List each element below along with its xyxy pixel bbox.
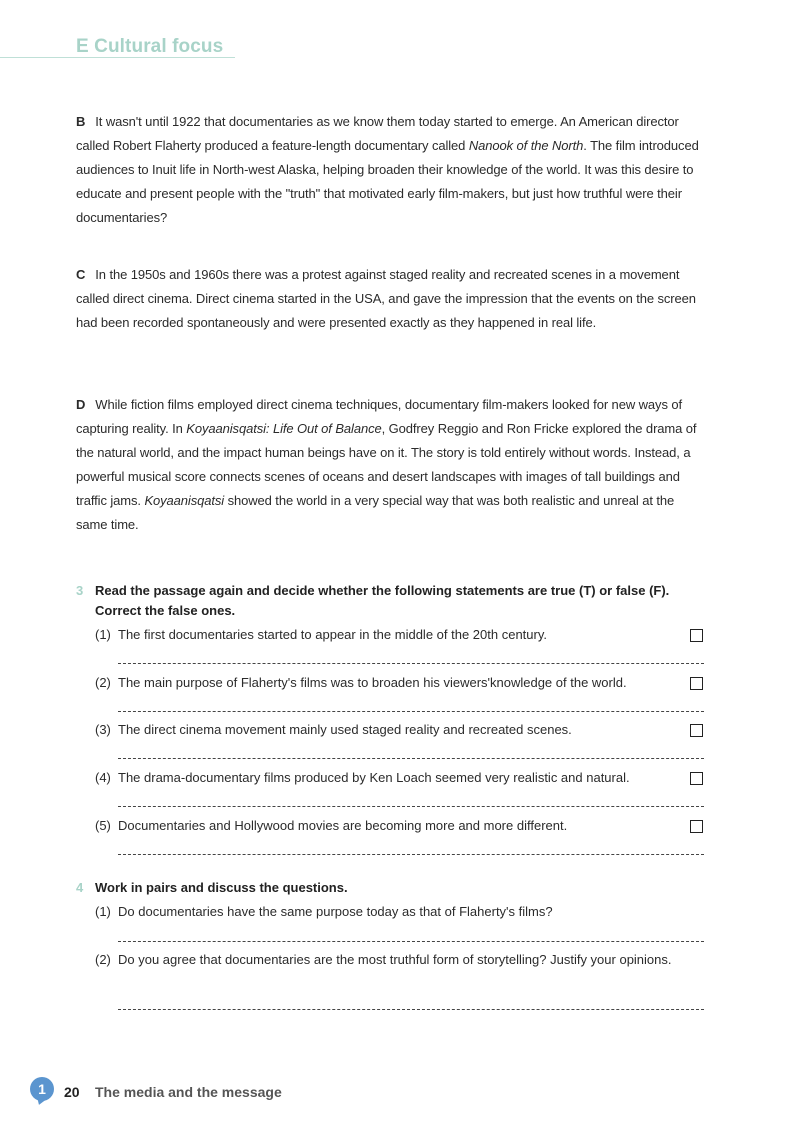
passage-text: In the 1950s and 1960s there was a protest against staged reality and recreated scenes in a movement called direct cinema. Direct cinema started in the USA, and gave the impression that the events on the screen had been recorded spontaneously and were presented exactly as they happened in real life. (76, 267, 696, 330)
statement-item (95, 768, 705, 788)
unit-badge: 1 (30, 1077, 54, 1101)
statement-number: (5) (95, 818, 111, 833)
passage-text: , Godfrey Reggio and Ron Fricke explored the drama of the natural world, and the impact human beings have on it. The story is told entirely without words. Instead, a powerful musical score connects scenes of oceans and desert landscapes with images of tall buildings and traffic jams. (76, 421, 697, 508)
statement-number: (3) (95, 722, 111, 737)
answer-line[interactable] (118, 758, 704, 759)
film-title: Koyaanisqatsi (144, 493, 225, 508)
answer-line[interactable] (118, 711, 704, 712)
statement-item (95, 720, 705, 740)
passage-text: While fiction films employed direct cinema techniques, documentary film-makers looked for new ways of capturing reality. In (76, 397, 682, 436)
question-item (95, 902, 705, 922)
passage-letter: B (76, 114, 86, 129)
passage-letter: D (76, 397, 86, 412)
section-title: E Cultural focus (76, 36, 224, 57)
true-false-checkbox[interactable] (690, 820, 703, 833)
statement-item (95, 625, 705, 645)
statement-text: The drama-documentary films produced by Ken Loach seemed very realistic and natural. (118, 770, 630, 785)
statement-number: (2) (95, 675, 111, 690)
true-false-checkbox[interactable] (690, 629, 703, 642)
answer-line[interactable] (118, 854, 704, 855)
question-number: (2) (95, 952, 111, 967)
exercise-3-text: Read the passage again and decide whether the following statements are true (T) or false (F). Correct the false ones. (95, 583, 670, 618)
unit-title: The media and the message (95, 1084, 282, 1100)
statement-text: The direct cinema movement mainly used staged reality and recreated scenes. (118, 722, 572, 737)
statement-item (95, 816, 705, 836)
film-title: Nanook of the North (468, 138, 584, 153)
statement-number: (4) (95, 770, 111, 785)
statement-item (95, 673, 705, 693)
exercise-4-number: 4 (76, 880, 84, 895)
answer-line[interactable] (118, 663, 704, 664)
passage-c (76, 263, 706, 335)
answer-line[interactable] (118, 806, 704, 807)
passage-text: . The film introduced audiences to Inuit life in North-west Alaska, helping broaden their knowledge of the world. It was this desire to educate and present people with the "truth" that motivated early film-makers, but just how truthful were their documentaries? (76, 138, 699, 225)
exercise-3-instruction (76, 581, 696, 621)
page-number: 20 (64, 1084, 80, 1100)
exercise-4-text: Work in pairs and discuss the questions. (95, 880, 348, 895)
true-false-checkbox[interactable] (690, 677, 703, 690)
statement-text: The main purpose of Flaherty's films was to broaden his viewers'knowledge of the world. (118, 675, 627, 690)
answer-line[interactable] (118, 1009, 704, 1010)
statement-number: (1) (95, 627, 111, 642)
passage-b (76, 110, 706, 230)
passage-d (76, 393, 706, 537)
exercise-3-number: 3 (76, 583, 84, 598)
statement-text: Documentaries and Hollywood movies are becoming more and more different. (118, 818, 568, 833)
question-number: (1) (95, 904, 111, 919)
exercise-4-instruction (76, 878, 696, 898)
passage-text: It wasn't until 1922 that documentaries as we know them today started to emerge. An American director called Robert Flaherty produced a feature-length documentary called (76, 114, 679, 153)
answer-line[interactable] (118, 941, 704, 942)
passage-letter: C (76, 267, 86, 282)
question-text: Do documentaries have the same purpose today as that of Flaherty's films? (118, 904, 553, 919)
statement-text: The first documentaries started to appear in the middle of the 20th century. (118, 627, 547, 642)
section-title-rule (0, 57, 235, 58)
true-false-checkbox[interactable] (690, 724, 703, 737)
film-title: Koyaanisqatsi: Life Out of Balance (186, 421, 382, 436)
question-text: Do you agree that documentaries are the most truthful form of storytelling? Justify your opinions. (118, 952, 672, 967)
passage-text: showed the world in a very special way that was both realistic and unreal at the same time. (76, 493, 675, 532)
true-false-checkbox[interactable] (690, 772, 703, 785)
question-item (95, 950, 705, 970)
